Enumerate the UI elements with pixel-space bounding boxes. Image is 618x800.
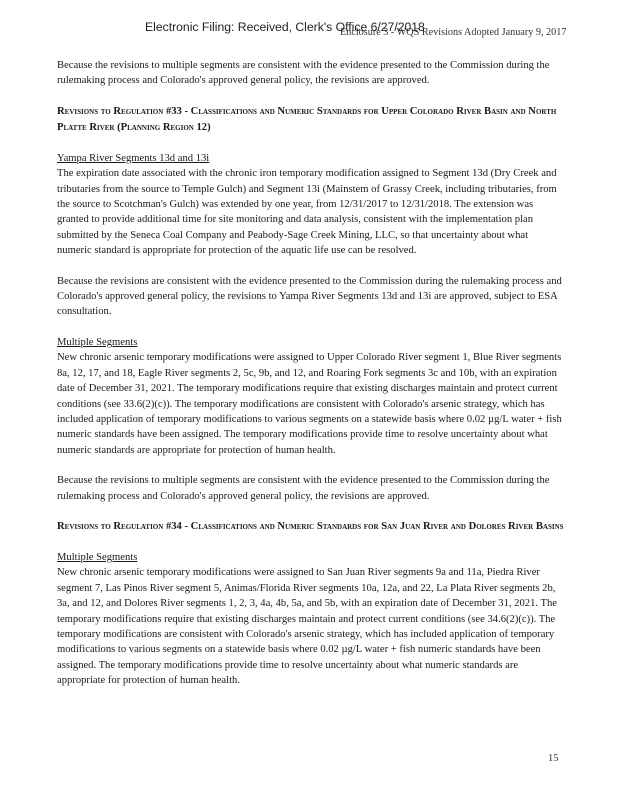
reg34-multiple-subheading (57, 550, 565, 565)
reg33-multiple-subheading (57, 335, 565, 350)
reg34-multiple-subheading-text: Multiple Segments (57, 551, 138, 563)
yampa-paragraph-2: Because the revisions are consistent with the evidence presented to the Commission during the rulemaking process and Colorado's approved general policy, the revisions to Yampa River Segments 13d and 13i are approved, subject to ESA consultation. (57, 275, 562, 318)
reg33-multiple-paragraph-1: New chronic arsenic temporary modifications were assigned to Upper Colorado River segment 1, Blue River segments 8a, 12, 17, and 18, Eagle River segments 2, 5c, 9b, and 12, and Roaring Fork segments 3c and 10b, with an expiration date of December 31, 2021. The temporary modifications require that existing discharges maintain and protect current conditions (see 33.6(2)(c)). The temporary modifications are consistent with Colorado's arsenic strategy, which has included application of temporary modifications to various segments on a statewide basis where 0.02 µg/L water + fish numeric standards have been assigned. The temporary modifications provide time to resolve uncertainty about what numeric standards are appropriate for protection of human health. (57, 352, 562, 456)
page-number: 15 (548, 753, 559, 764)
electronic-filing-stamp: Electronic Filing: Received, Clerk's Office 6/27/2018 (145, 20, 425, 34)
document-body (57, 58, 565, 689)
regulation-34-heading: Revisions to Regulation #34 - Classifications and Numeric Standards for San Juan River and Dolores River Basins (57, 520, 564, 532)
yampa-subheading (57, 151, 565, 166)
reg33-multiple-paragraph-2: Because the revisions to multiple segments are consistent with the evidence presented to the Commission during the rulemaking process and Colorado's approved general policy, the revisions are approved. (57, 475, 550, 502)
reg33-multiple-subheading-text: Multiple Segments (57, 336, 138, 348)
reg34-multiple-paragraph-1: New chronic arsenic temporary modifications were assigned to San Juan River segments 9a and 11a, Piedra River segment 7, Las Pinos River segment 5, Animas/Florida River segments 10a, 12a, and 22, La Plata River segments 2b, 3a, and 12, and Dolores River segments 1, 2, 3, 4a, 4b, 5a, and 5b, with an expiration date of December 31, 2021. The temporary modifications require that existing discharges maintain and protect current conditions (see 34.6(2)(c)). The temporary modifications are consistent with Colorado's arsenic strategy, which has included application of temporary modifications to various segments on a statewide basis where 0.02 µg/L water + fish numeric standards have been assigned. The temporary modifications provide time to resolve uncertainty about what numeric standards are appropriate for protection of human health. (57, 567, 557, 687)
regulation-33-heading: Revisions to Regulation #33 - Classifications and Numeric Standards for Upper Colorado River Basin and North Platte River (Planning Region 12) (57, 105, 557, 133)
yampa-subheading-text: Yampa River Segments 13d and 13i (57, 152, 210, 164)
exhibit-header: Enclosure 3 - WQS Revisions Adopted January 9, 2017 (340, 27, 567, 38)
intro-paragraph: Because the revisions to multiple segments are consistent with the evidence presented to the Commission during the rulemaking process and Colorado's approved general policy, the revisions are approved. (57, 60, 550, 87)
yampa-paragraph-1: The expiration date associated with the chronic iron temporary modification assigned to Segment 13d (Dry Creek and tributaries from the source to Temple Gulch) and Segment 13i (Mainstem of Grassy Creek, including tributaries, from the source to Scotchman's Gulch) was extended by one year, from 12/31/2017 to 12/31/2018. The extension was granted to provide additional time for site monitoring and data analysis, consistent with the implementation plan submitted by the Seneca Coal Company and Peabody-Sage Creek Mining, LLC, so that uncertainty about what numeric standard is appropriate for protection of the aquatic life use can be resolved. (57, 168, 557, 257)
